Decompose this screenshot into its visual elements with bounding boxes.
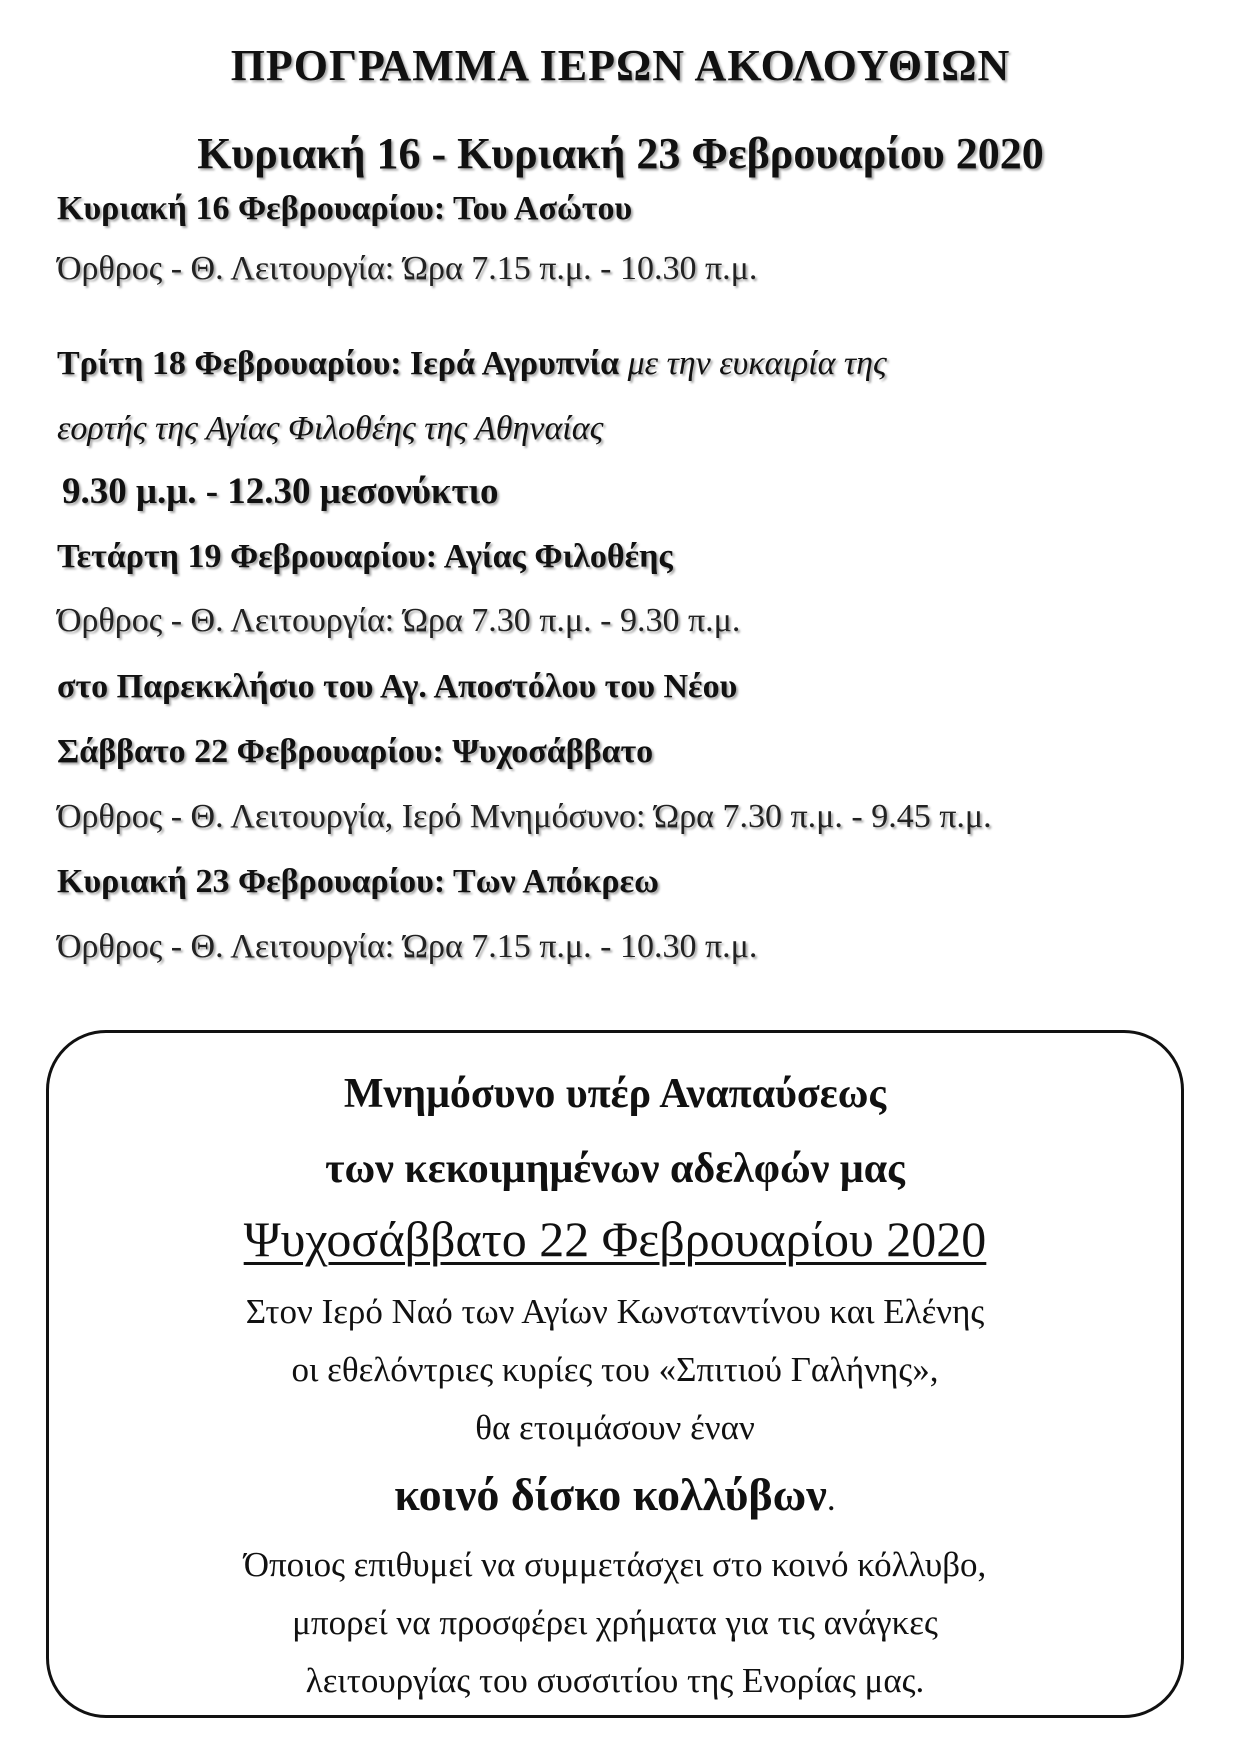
notice-heading-line-1: Μνημόσυνο υπέρ Αναπαύσεως bbox=[343, 1071, 887, 1117]
notice-date-text: Ψυχοσάββατο 22 Φεβρουαρίου 2020 bbox=[243, 1211, 987, 1267]
notice-body-line-1: Στον Ιερό Ναό των Αγίων Κωνσταντίνου και Ελένης bbox=[245, 1292, 985, 1331]
page-title: ΠΡΟΓΡΑΜΜΑ ΙΕΡΩΝ ΑΚΟΛΟΥΘΙΩΝ bbox=[230, 41, 1011, 90]
schedule-place-wed19: στο Παρεκκλήσιο του Αγ. Αποστόλου του Νέου bbox=[57, 668, 738, 705]
notice-heading-line-2: των κεκοιμημένων αδελφών μας bbox=[325, 1146, 905, 1192]
notice-body-line-6: λειτουργίας του συσσιτίου της Ενορίας μας. bbox=[305, 1661, 925, 1700]
schedule-service-sun16: Όρθρος - Θ. Λειτουργία: Ώρα 7.15 π.μ. - 10.30 π.μ. bbox=[57, 250, 758, 287]
schedule-time-tue18: 9.30 μ.μ. - 12.30 μεσονύκτιο bbox=[62, 471, 499, 512]
notice-body-line-3: θα ετοιμάσουν έναν bbox=[475, 1408, 755, 1447]
date-range-subtitle: Κυριακή 16 - Κυριακή 23 Φεβρουαρίου 2020 bbox=[197, 129, 1044, 178]
schedule-day-tue18-label: Τρίτη 18 Φεβρουαρίου: Ιερά Αγρυπνία bbox=[57, 345, 620, 382]
notice-emphasis-text: κοινό δίσκο κολλύβων bbox=[394, 1469, 827, 1520]
schedule-occasion-tue18-b: εορτής της Αγίας Φιλοθέης της Αθηναίας bbox=[57, 410, 604, 447]
schedule-day-sat22: Σάββατο 22 Φεβρουαρίου: Ψυχοσάββατο bbox=[57, 733, 654, 770]
schedule-service-wed19: Όρθρος - Θ. Λειτουργία: Ώρα 7.30 π.μ. - 9.30 π.μ. bbox=[57, 602, 741, 639]
notice-body-line-5: μπορεί να προσφέρει χρήματα για τις ανάγκες bbox=[292, 1603, 938, 1642]
schedule-day-sun16: Κυριακή 16 Φεβρουαρίου: Του Ασώτου bbox=[57, 190, 633, 227]
notice-body-line-4: Όποιος επιθυμεί να συμμετάσχει στο κοινό κόλλυβο, bbox=[243, 1545, 987, 1584]
notice-emphasis bbox=[46, 1468, 1184, 1521]
notice-emphasis-period: . bbox=[826, 1479, 836, 1518]
schedule-service-sat22: Όρθρος - Θ. Λειτουργία, Ιερό Μνημόσυνο: Ώρα 7.30 π.μ. - 9.45 π.μ. bbox=[57, 798, 992, 835]
schedule-day-wed19: Τετάρτη 19 Φεβρουαρίου: Αγίας Φιλοθέης bbox=[57, 538, 673, 575]
notice-body-line-2: οι εθελόντριες κυρίες του «Σπιτιού Γαλήνης», bbox=[291, 1350, 939, 1389]
schedule-occasion-tue18-a: με την ευκαιρία της bbox=[619, 345, 887, 382]
schedule-service-sun23: Όρθρος - Θ. Λειτουργία: Ώρα 7.15 π.μ. - 10.30 π.μ. bbox=[57, 928, 758, 965]
schedule-day-sun23: Κυριακή 23 Φεβρουαρίου: Των Απόκρεω bbox=[57, 863, 660, 900]
notice-date bbox=[46, 1210, 1184, 1268]
schedule-day-tue18 bbox=[57, 345, 887, 383]
